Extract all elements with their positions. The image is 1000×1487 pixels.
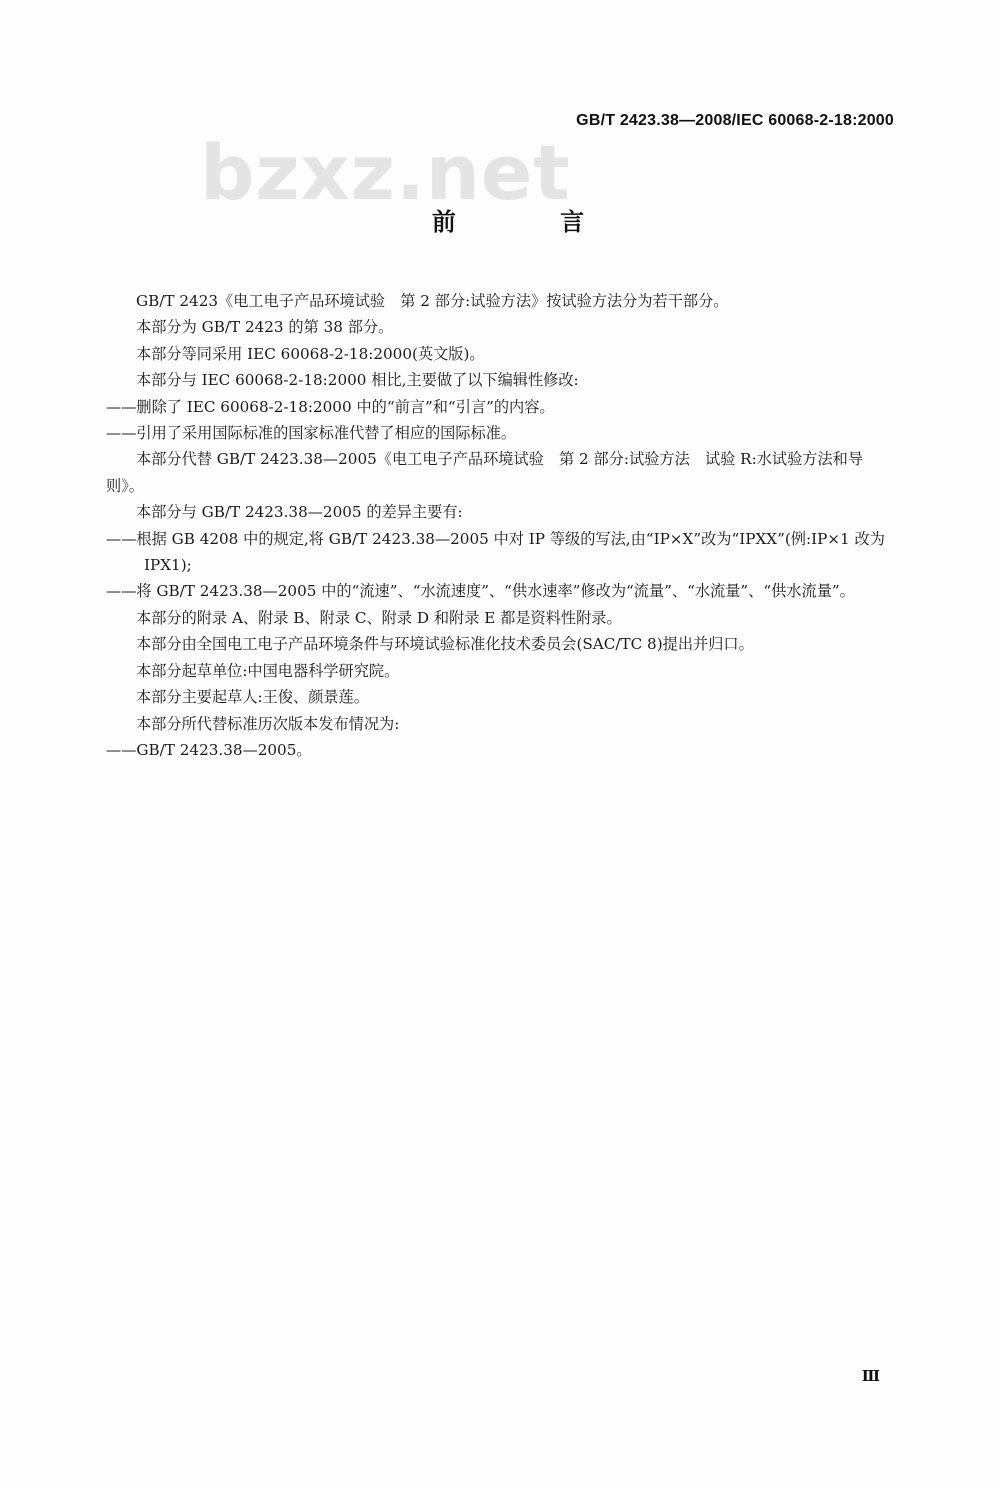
list-item: ——将 GB/T 2423.38—2005 中的“流速”、“水流速度”、“供水速率”修改为“流量”、“水流量”、“供水流量”。 <box>106 582 855 601</box>
paragraph: 本部分代替 GB/T 2423.38—2005《电工电子产品环境试验 第 2 部分:试验方法 试验 R:水试验方法和导则》。 <box>106 450 864 495</box>
paragraph: 本部分主要起草人:王俊、颜景莲。 <box>136 688 369 707</box>
paragraph: 本部分的附录 A、附录 B、附录 C、附录 D 和附录 E 都是资料性附录。 <box>136 608 622 627</box>
watermark: bzxz.net <box>200 128 571 217</box>
document-body <box>106 288 896 763</box>
paragraph: 本部分由全国电工电子产品环境条件与环境试验标准化技术委员会(SAC/TC 8)提出并归口。 <box>136 635 754 654</box>
page-title: 前 言 <box>431 208 633 236</box>
list-item: ——删除了 IEC 60068-2-18:2000 中的“前言”和“引言”的内容。 <box>106 397 555 416</box>
paragraph: 本部分为 GB/T 2423 的第 38 部分。 <box>136 318 394 337</box>
paragraph: GB/T 2423《电工电子产品环境试验 第 2 部分:试验方法》按试验方法分为若干部分。 <box>136 292 729 310</box>
paragraph: 本部分与 IEC 60068-2-18:2000 相比,主要做了以下编辑性修改: <box>136 371 579 390</box>
standard-code-header: GB/T 2423.38—2008/IEC 60068-2-18:2000 <box>576 112 894 129</box>
list-item: ——根据 GB 4208 中的规定,将 GB/T 2423.38—2005 中对 IP 等级的写法,由“IP×X”改为“IPXX”(例:IP×1 改为 IPX1); <box>106 529 885 575</box>
page-number: Ⅲ <box>861 1367 880 1385</box>
paragraph: 本部分等同采用 IEC 60068-2-18:2000(英文版)。 <box>136 344 485 363</box>
paragraph: 本部分起草单位:中国电器科学研究院。 <box>136 661 400 680</box>
list-item: ——GB/T 2423.38—2005。 <box>106 740 312 759</box>
paragraph: 本部分所代替标准历次版本发布情况为: <box>136 714 400 733</box>
paragraph: 本部分与 GB/T 2423.38—2005 的差异主要有: <box>136 503 463 522</box>
list-item: ——引用了采用国际标准的国家标准代替了相应的国际标准。 <box>106 424 517 443</box>
